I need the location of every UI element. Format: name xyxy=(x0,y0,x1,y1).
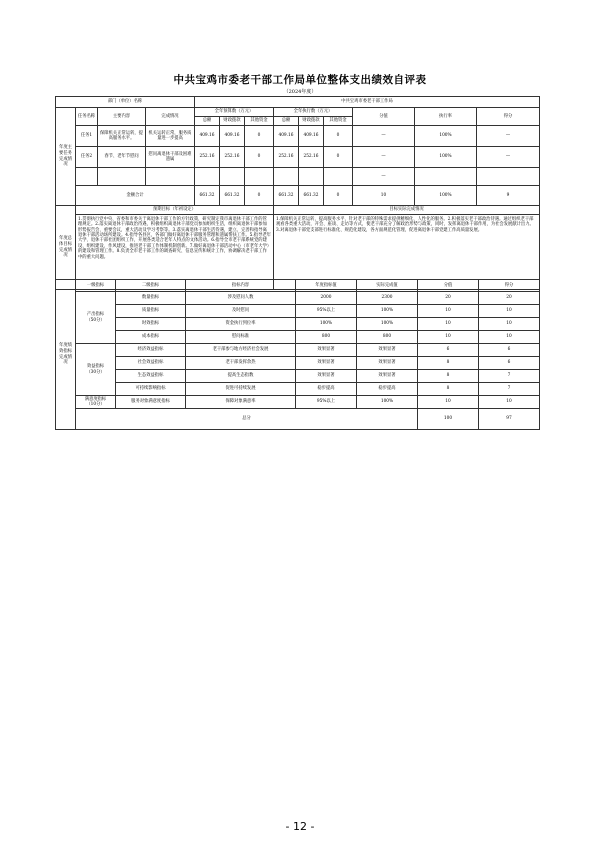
expected-goal-header: 预期目标（年初设定） xyxy=(76,206,274,215)
level3-name: 资金执行到位率 xyxy=(186,318,296,331)
target-value: 效果显著 xyxy=(296,344,357,357)
score-value: 6 xyxy=(418,344,479,357)
col-actual-other: 其他资金 xyxy=(324,117,353,126)
points-value: 7 xyxy=(479,383,540,396)
table-row xyxy=(56,396,540,409)
goals-section-label: 年度总体目标完成情况 xyxy=(56,206,76,290)
level3-name: 老干部发挥余热 xyxy=(186,357,296,370)
task-completion: 慰问离退休干部及困难遗属 xyxy=(146,147,195,168)
task-rate: 100% xyxy=(415,147,477,168)
budget-group-header: 全年预算数（万元） xyxy=(195,108,274,117)
task-score: — xyxy=(353,147,415,168)
level2-name: 经济效益指标 xyxy=(116,344,186,357)
actual-value: 800 xyxy=(357,331,418,344)
indicator-total-points: 97 xyxy=(479,409,540,430)
col-level2: 二级指标 xyxy=(116,280,186,292)
score-value: 8 xyxy=(418,370,479,383)
budget-total: 252.16 xyxy=(195,147,220,168)
budget-other: 0 xyxy=(245,147,274,168)
level2-name: 服务对象满意度指标 xyxy=(116,396,186,409)
actual-value: 效果显著 xyxy=(357,344,418,357)
target-value: 95%以上 xyxy=(296,396,357,409)
task-section-label: 年度主要任务完成情况 xyxy=(56,108,76,206)
task-completion: 机关运转正常，服务质量进一步提高 xyxy=(146,126,195,147)
task-score: — xyxy=(353,126,415,147)
total-actual-total: 661.32 xyxy=(274,186,299,206)
indicator-total-score: 100 xyxy=(418,409,479,430)
col-ind-score: 分值 xyxy=(418,280,479,292)
score-value: 10 xyxy=(418,331,479,344)
budget-fiscal: 409.16 xyxy=(220,126,245,147)
level3-name: 保障对象满意率 xyxy=(186,396,296,409)
level2-name: 可持续影响指标 xyxy=(116,383,186,396)
indicator-table xyxy=(55,279,540,430)
budget-total: 409.16 xyxy=(195,126,220,147)
actual-value: 100% xyxy=(357,318,418,331)
table-row xyxy=(56,168,540,186)
total-score: 10 xyxy=(353,186,415,206)
actual-value: 100% xyxy=(357,396,418,409)
level3-name: 及时慰问 xyxy=(186,305,296,318)
col-ind-points: 得分 xyxy=(479,280,540,292)
document-subtitle: （2024年度） xyxy=(283,89,317,95)
task-rate: 100% xyxy=(415,126,477,147)
table-row xyxy=(56,292,540,305)
points-value: 10 xyxy=(479,331,540,344)
col-score: 分值 xyxy=(353,108,415,126)
actual-value: 效果显著 xyxy=(357,357,418,370)
col-budget-other: 其他资金 xyxy=(245,117,274,126)
target-value: 效果显著 xyxy=(296,357,357,370)
total-row xyxy=(56,186,540,206)
col-budget-total: 总额 xyxy=(195,117,220,126)
total-budget-total: 661.32 xyxy=(195,186,220,206)
table-row xyxy=(56,344,540,357)
actual-value: 效果显著 xyxy=(357,370,418,383)
budget-fiscal: 252.16 xyxy=(220,147,245,168)
document-title: 中共宝鸡市委老干部工作局单位整体支出绩效自评表 xyxy=(173,74,427,86)
page-number: - 12 - xyxy=(285,820,315,833)
actual-other: 0 xyxy=(324,147,353,168)
col-main-content: 主要内容 xyxy=(98,108,146,126)
actual-value: 2300 xyxy=(357,292,418,305)
level3-name: 老干部参与地方经济社会发展 xyxy=(186,344,296,357)
col-actual: 实际完成值 xyxy=(357,280,418,292)
points-value: 10 xyxy=(479,305,540,318)
task-name: 任务1 xyxy=(76,126,98,147)
points-value: 7 xyxy=(479,370,540,383)
total-budget-fiscal: 661.32 xyxy=(220,186,245,206)
indicator-total-label: 总分 xyxy=(76,409,418,430)
score-value: 10 xyxy=(418,396,479,409)
actual-fiscal: 252.16 xyxy=(299,147,324,168)
col-target: 年度指标值 xyxy=(296,280,357,292)
table-row xyxy=(56,126,540,147)
level2-name: 数量指标 xyxy=(116,292,186,305)
level3-name: 促进可持续发展 xyxy=(186,383,296,396)
points-value: 6 xyxy=(479,344,540,357)
col-rate: 执行率 xyxy=(415,108,477,126)
actual-other: 0 xyxy=(324,126,353,147)
benefit-indicator-label: 效益指标 （30分） xyxy=(76,344,116,396)
col-budget-fiscal: 财政拨款 xyxy=(220,117,245,126)
target-value: 效果显著 xyxy=(296,370,357,383)
level3-name: 慰问标准 xyxy=(186,331,296,344)
dept-label: 部门（单位）名称 xyxy=(56,97,195,108)
actual-goal-text: 1.保障机关正常运转，提高服务水平，针对老干部的特殊需求提供精细化、人性化的服务。2.积极落实老干部政治待遇。通过组织老干部观看各类重大活动，开会、座谈、走访等方式，使老干部充分了解政治形势与政策，同时，发挥离退休干部作用，为社会发展献计出力。3.对离退休干部党支部进行标准化、规范化建设，各方面规范化管理，促进离退休干部党建工作高质量发展。 xyxy=(274,215,540,290)
target-value: 2000 xyxy=(296,292,357,305)
col-task-name: 任务名称 xyxy=(76,108,98,126)
task-points: — xyxy=(477,126,540,147)
points-value: 10 xyxy=(479,318,540,331)
empty-row-dash: — xyxy=(353,168,415,186)
actual-group-header: 全年执行数（万元） xyxy=(274,108,353,117)
actual-value: 稳步提高 xyxy=(357,383,418,396)
level2-name: 成本指标 xyxy=(116,331,186,344)
actual-total: 409.16 xyxy=(274,126,299,147)
target-value: 100% xyxy=(296,318,357,331)
level2-name: 时效指标 xyxy=(116,318,186,331)
budget-other: 0 xyxy=(245,126,274,147)
points-value: 20 xyxy=(479,292,540,305)
level3-name: 提高生态指数 xyxy=(186,370,296,383)
points-value: 6 xyxy=(479,357,540,370)
score-value: 10 xyxy=(418,305,479,318)
actual-goal-header: 目标实际完成情况 xyxy=(274,206,540,215)
level2-name: 社会效益指标 xyxy=(116,357,186,370)
actual-fiscal: 409.16 xyxy=(299,126,324,147)
table-row xyxy=(56,318,540,331)
col-level1: 一级指标 xyxy=(76,280,116,292)
table-row xyxy=(56,331,540,344)
score-value: 8 xyxy=(418,383,479,396)
indicator-section-label: 年度绩效指标完成情况 xyxy=(56,280,76,430)
target-value: 800 xyxy=(296,331,357,344)
actual-total: 252.16 xyxy=(274,147,299,168)
target-value: 95%以上 xyxy=(296,305,357,318)
total-actual-fiscal: 661.32 xyxy=(299,186,324,206)
task-table xyxy=(55,96,540,290)
task-name: 任务2 xyxy=(76,147,98,168)
total-rate: 100% xyxy=(415,186,477,206)
table-row xyxy=(56,370,540,383)
score-value: 20 xyxy=(418,292,479,305)
points-value: 10 xyxy=(479,396,540,409)
table-row xyxy=(56,147,540,168)
target-value: 稳步提高 xyxy=(296,383,357,396)
actual-value: 100% xyxy=(357,305,418,318)
col-points: 得分 xyxy=(477,108,540,126)
expected-goal-text: 1.贯彻执行党中央、省委和市委关于离退休干部工作的方针政策，研究制定我市离退休干部工作的管理规定。2.落实离退休干部政治待遇，积极组织离退休干部党员参加组织生活，组织离退休干部参加形势报告会、重要会议，重大活动及学习考察等。3.落实离退休干部生活待遇，建立、完善和指导离退休干部活动场所建设。4.指导各县区，各部门做好离退休干部服务管理和遗属帮扶工作。5.指导老年大学、退休干部社团组织工作，开展各类适合老年人特点的文体活动。6.指导全市老干部系统党的建设、组织建设、作风建设，推进老干部工作体制机制创新。7.做好离退休干部活动中心（市老年大学）的建设和管理工作。8.负责全市老干部工作的调查研究、信息宣传和统计工作，协调解决老干部工作中的重大问题。 xyxy=(76,215,274,290)
table-row xyxy=(56,305,540,318)
level2-name: 生态效益指标 xyxy=(116,370,186,383)
col-completion: 完成情况 xyxy=(146,108,195,126)
dept-value: 中共宝鸡市委老干部工作局 xyxy=(195,97,540,108)
satisfaction-indicator-label: 满意度指标 （10分） xyxy=(76,396,116,409)
total-row xyxy=(56,409,540,430)
total-label: 金额合计 xyxy=(76,186,195,206)
score-value: 10 xyxy=(418,318,479,331)
total-actual-other: 0 xyxy=(324,186,353,206)
level3-name: 涉及慰问人数 xyxy=(186,292,296,305)
output-indicator-label: 产出指标 （50分） xyxy=(76,292,116,344)
total-points: 9 xyxy=(477,186,540,206)
col-actual-fiscal: 财政拨款 xyxy=(299,117,324,126)
task-points: — xyxy=(477,147,540,168)
task-content: 春节、老年节慰问 xyxy=(98,147,146,168)
task-content: 保障机关正常运转，提高服务水平。 xyxy=(98,126,146,147)
level2-name: 质量指标 xyxy=(116,305,186,318)
col-level3: 指标内容 xyxy=(186,280,296,292)
table-row xyxy=(56,357,540,370)
table-row xyxy=(56,383,540,396)
total-budget-other: 0 xyxy=(245,186,274,206)
col-actual-total: 总额 xyxy=(274,117,299,126)
score-value: 8 xyxy=(418,357,479,370)
